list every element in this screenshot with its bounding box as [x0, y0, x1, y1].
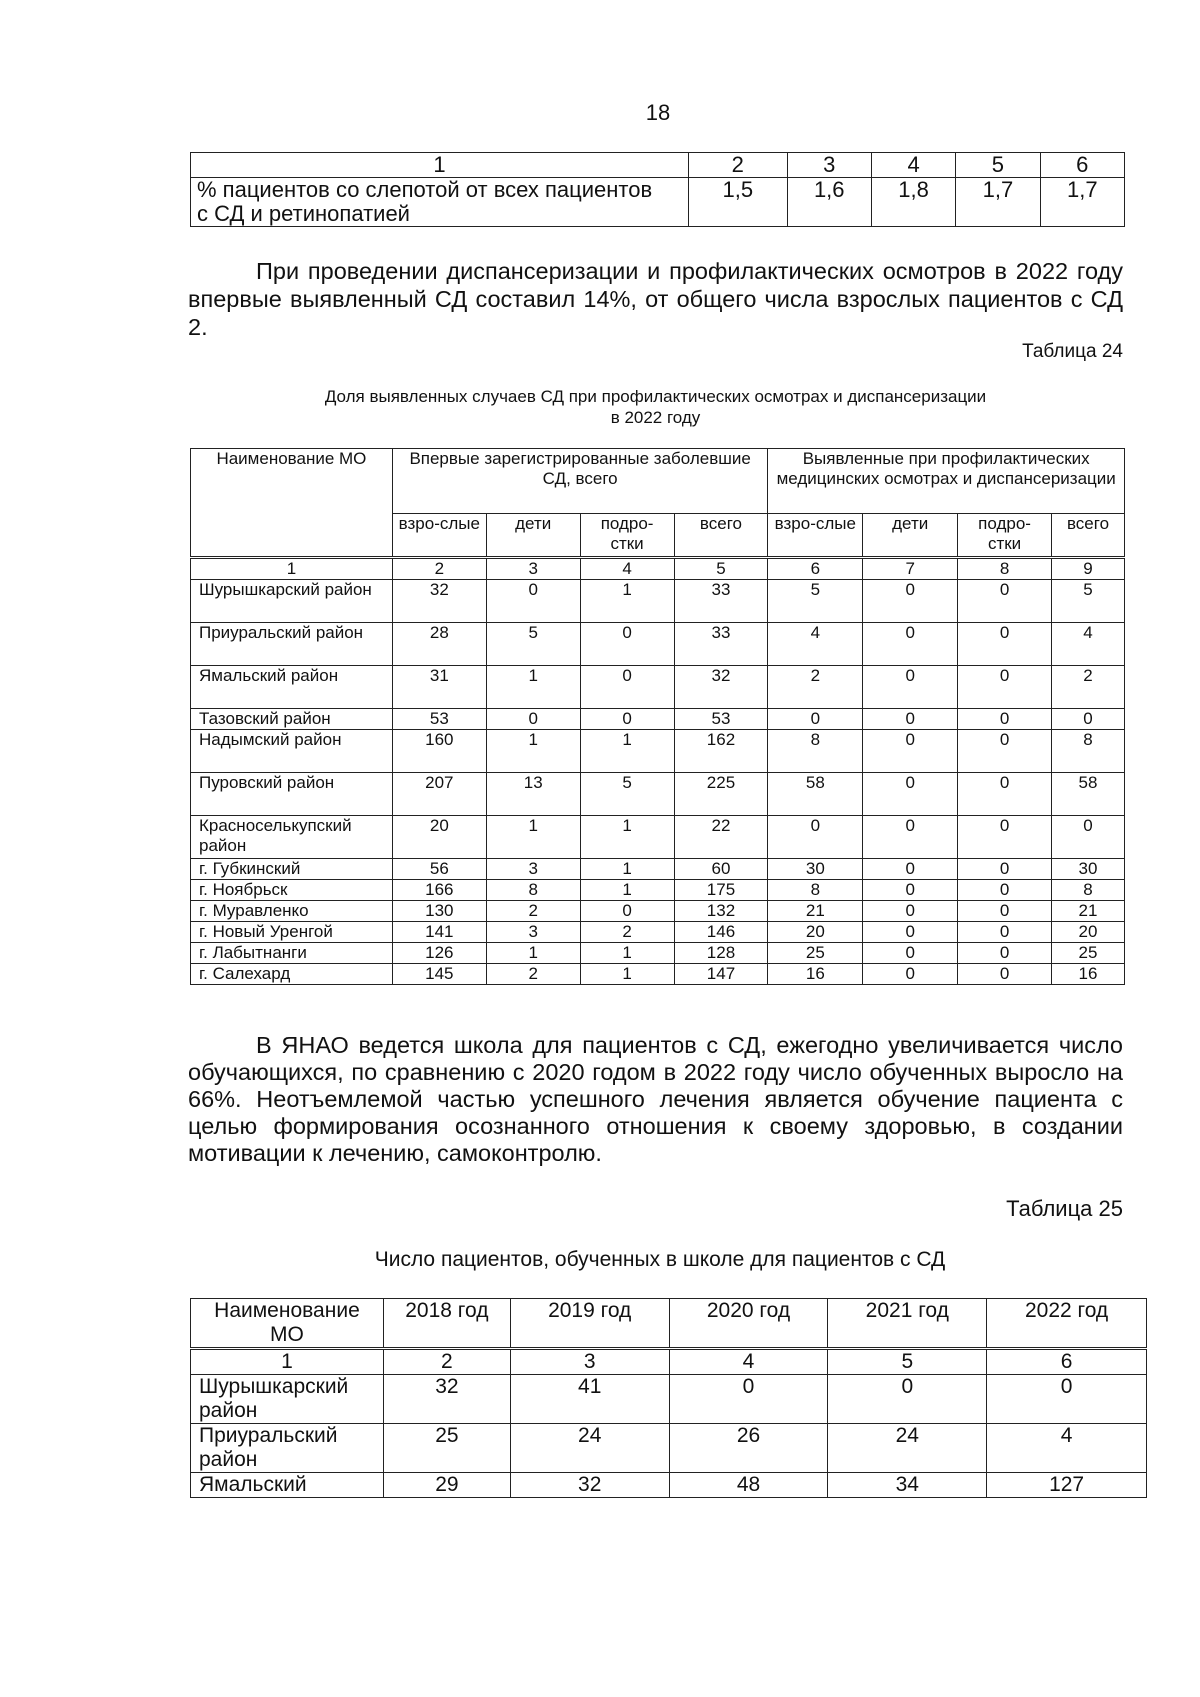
table-cell: 1,8	[871, 178, 955, 227]
table-cell: 1	[580, 580, 674, 623]
table-cell: 166	[392, 880, 486, 901]
table-cell: 1	[580, 730, 674, 773]
paragraph-screening: При проведении диспансеризации и профилактических осмотров в 2022 году впервые выявленный СД составил 14%, от общего числа взрослых пациентов с СД 2.	[188, 258, 1123, 340]
table24-caption: Таблица 24	[1022, 341, 1123, 362]
subheader-cell: подро-стки	[958, 514, 1052, 558]
table-cell: 0	[486, 709, 580, 730]
table-cell: 0	[580, 901, 674, 922]
table-cell: 58	[768, 773, 863, 816]
table-cell: 8	[1052, 880, 1125, 901]
table-cell: 225	[674, 773, 768, 816]
row-name: г. Ноябрьск	[191, 880, 393, 901]
table-header-row	[191, 153, 1125, 178]
table-row	[191, 580, 1125, 623]
table-cell: 0	[958, 901, 1052, 922]
table-cell: 0	[863, 666, 958, 709]
table-cell: 21	[1052, 901, 1125, 922]
subheader-cell: всего	[1052, 514, 1125, 558]
row-name: Красноселькупский район	[191, 816, 393, 859]
header-cell: 2020 год	[669, 1299, 828, 1349]
page-number: 18	[645, 100, 671, 125]
table-cell: 53	[392, 709, 486, 730]
table-cell: 146	[674, 922, 768, 943]
table-cell: 0	[863, 773, 958, 816]
table-cell: 1	[486, 730, 580, 773]
column-number: 9	[1052, 558, 1125, 580]
column-number: 3	[510, 1349, 669, 1375]
table24-title	[188, 386, 1123, 428]
table25-title: Число пациентов, обученных в школе для пациентов с СД	[374, 1248, 946, 1271]
table-cell: 60	[674, 859, 768, 880]
table-cell: 0	[863, 943, 958, 964]
header-cell: Наименование МО	[191, 1299, 384, 1349]
table-cell: 0	[958, 922, 1052, 943]
row-name: г. Новый Уренгой	[191, 922, 393, 943]
table-cell: 21	[768, 901, 863, 922]
table-cell: 32	[392, 580, 486, 623]
table-cell: 4	[987, 1424, 1147, 1473]
table-cell: 26	[669, 1424, 828, 1473]
header-cell: 2	[688, 153, 787, 178]
table-cell: 8	[768, 880, 863, 901]
table-cell: 0	[863, 709, 958, 730]
table-cell: 0	[580, 709, 674, 730]
table-cell: 0	[863, 580, 958, 623]
subheader-cell: дети	[486, 514, 580, 558]
table-cell: 24	[828, 1424, 987, 1473]
table-cell: 0	[1052, 709, 1125, 730]
table-cell: 0	[958, 623, 1052, 666]
table-cell: 1,6	[787, 178, 871, 227]
table-cell: 13	[486, 773, 580, 816]
table-row	[191, 178, 1125, 227]
row-name: г. Муравленко	[191, 901, 393, 922]
subheader-cell: взро-слые	[392, 514, 486, 558]
subheader-cell: дети	[863, 514, 958, 558]
table-row	[191, 901, 1125, 922]
subheader-cell: подро-стки	[580, 514, 674, 558]
table-cell: 22	[674, 816, 768, 859]
table-row	[191, 1375, 1147, 1424]
table-cell: 1	[486, 666, 580, 709]
table-cell: 2	[486, 901, 580, 922]
table-continuation	[190, 152, 1125, 227]
row-name: Пуровский район	[191, 773, 393, 816]
table-cell: 0	[863, 964, 958, 985]
table25-body	[191, 1375, 1147, 1498]
row-name: Шурышкарский район	[191, 1375, 384, 1424]
table-cell: 8	[486, 880, 580, 901]
table-cell: 32	[510, 1473, 669, 1498]
header-cell: 2019 год	[510, 1299, 669, 1349]
table-cell: 0	[486, 580, 580, 623]
table-cell: 1,7	[956, 178, 1040, 227]
table-cell: 33	[674, 580, 768, 623]
table-cell: 25	[383, 1424, 510, 1473]
table-cell: 1	[486, 943, 580, 964]
table-cell: 0	[958, 730, 1052, 773]
table-cell: 48	[669, 1473, 828, 1498]
table-cell: 162	[674, 730, 768, 773]
table-cell: 127	[987, 1473, 1147, 1498]
table-cell: 56	[392, 859, 486, 880]
table-cell: 53	[674, 709, 768, 730]
column-number: 8	[958, 558, 1052, 580]
row-label-line: с СД и ретинопатией	[197, 201, 410, 226]
table-cell: 0	[669, 1375, 828, 1424]
row-name: Приуральский район	[191, 1424, 384, 1473]
table-cell: 1	[580, 880, 674, 901]
row-label-line: % пациентов со слепотой от всех пациентов	[197, 177, 653, 202]
table-cell: 1	[486, 816, 580, 859]
column-number: 6	[987, 1349, 1147, 1375]
table-cell: 0	[958, 709, 1052, 730]
table-row	[191, 816, 1125, 859]
paragraph-school: В ЯНАО ведется школа для пациентов с СД, ежегодно увеличивается число обучающихся, по сравнению с 2020 годом в 2022 году число обученных выросло на 66%. Неотъемлемой частью успешного лечения является обучение пациента с целью формирования осознанного отношения к своему здоровью, в создании мотивации к лечению, самоконтролю.	[188, 1032, 1123, 1166]
table-cell: 0	[958, 859, 1052, 880]
table-row	[191, 1473, 1147, 1498]
table-cell: 32	[383, 1375, 510, 1424]
table-cell: 0	[958, 816, 1052, 859]
table-cell: 3	[486, 859, 580, 880]
table-row	[191, 730, 1125, 773]
subheader-cell: взро-слые	[768, 514, 863, 558]
table-cell: 0	[958, 964, 1052, 985]
table-cell: 2	[486, 964, 580, 985]
row-name: Тазовский район	[191, 709, 393, 730]
table-cell: 0	[863, 623, 958, 666]
table-row	[191, 709, 1125, 730]
table-cell: 0	[958, 773, 1052, 816]
row-name: г. Губкинский	[191, 859, 393, 880]
table-cell: 130	[392, 901, 486, 922]
table-cell: 16	[1052, 964, 1125, 985]
table-cell: 20	[392, 816, 486, 859]
table-cell: 0	[958, 943, 1052, 964]
column-number: 1	[191, 1349, 384, 1375]
table-cell: 0	[828, 1375, 987, 1424]
table-cell: 0	[958, 880, 1052, 901]
table-row	[191, 1424, 1147, 1473]
row-name: Приуральский район	[191, 623, 393, 666]
table25-number-row	[191, 1349, 1147, 1375]
table-cell: 0	[863, 901, 958, 922]
table-cell: 4	[1052, 623, 1125, 666]
table-cell: 5	[580, 773, 674, 816]
table-cell: 33	[674, 623, 768, 666]
table-cell: 3	[486, 922, 580, 943]
table-row	[191, 964, 1125, 985]
table24-number-row	[191, 558, 1125, 580]
table-cell: 2	[580, 922, 674, 943]
table-cell: 126	[392, 943, 486, 964]
table-cell: 32	[674, 666, 768, 709]
row-name: Ямальский	[191, 1473, 384, 1498]
table-cell: 0	[958, 666, 1052, 709]
table-cell: 207	[392, 773, 486, 816]
table-cell: 141	[392, 922, 486, 943]
header-name: Наименование МО	[191, 449, 393, 558]
table-cell: 0	[958, 580, 1052, 623]
table-cell: 0	[863, 922, 958, 943]
column-number: 2	[383, 1349, 510, 1375]
table-cell: 1,7	[1040, 178, 1124, 227]
column-number: 5	[828, 1349, 987, 1375]
table-cell: 24	[510, 1424, 669, 1473]
table25	[190, 1298, 1147, 1498]
table-cell: 1	[580, 816, 674, 859]
table-row	[191, 666, 1125, 709]
table-cell: 5	[1052, 580, 1125, 623]
table-cell: 0	[768, 709, 863, 730]
header-cell: 4	[871, 153, 955, 178]
header-cell: 2022 год	[987, 1299, 1147, 1349]
table-cell: 0	[1052, 816, 1125, 859]
table-row	[191, 880, 1125, 901]
table-cell: 0	[863, 730, 958, 773]
table24-body	[191, 580, 1125, 985]
table-cell: 30	[768, 859, 863, 880]
table-cell: 5	[486, 623, 580, 666]
header-cell: 5	[956, 153, 1040, 178]
table-cell: 0	[863, 816, 958, 859]
column-number: 6	[768, 558, 863, 580]
table-cell: 0	[580, 666, 674, 709]
column-number: 7	[863, 558, 958, 580]
table-cell: 132	[674, 901, 768, 922]
table-cell: 4	[768, 623, 863, 666]
table-cell: 30	[1052, 859, 1125, 880]
table-row	[191, 623, 1125, 666]
table-cell: 147	[674, 964, 768, 985]
table-cell: 1,5	[688, 178, 787, 227]
table-cell: 2	[1052, 666, 1125, 709]
table24-title-line: в 2022 году	[610, 408, 701, 427]
table-cell: 0	[987, 1375, 1147, 1424]
header-cell: 2018 год	[383, 1299, 510, 1349]
column-number: 2	[392, 558, 486, 580]
table-cell: 1	[580, 943, 674, 964]
table-cell: 20	[768, 922, 863, 943]
row-name: г. Лабытнанги	[191, 943, 393, 964]
table-row	[191, 922, 1125, 943]
header-cell: 6	[1040, 153, 1124, 178]
table-cell: 0	[768, 816, 863, 859]
table24-title-line: Доля выявленных случаев СД при профилактических осмотрах и диспансеризации	[324, 387, 987, 406]
table-cell: 2	[768, 666, 863, 709]
table-cell: 1	[580, 964, 674, 985]
table-cell: 58	[1052, 773, 1125, 816]
table-cell: 29	[383, 1473, 510, 1498]
table-row	[191, 859, 1125, 880]
column-number: 5	[674, 558, 768, 580]
table-cell: 145	[392, 964, 486, 985]
table-cell: 0	[863, 859, 958, 880]
table-cell: 25	[768, 943, 863, 964]
table-cell: 160	[392, 730, 486, 773]
table-cell: 0	[580, 623, 674, 666]
table24-header-row	[191, 449, 1125, 514]
table24	[190, 448, 1125, 985]
table-cell: 20	[1052, 922, 1125, 943]
row-label	[191, 178, 689, 227]
table-cell: 175	[674, 880, 768, 901]
table25-caption: Таблица 25	[1006, 1196, 1123, 1221]
header-cell: 1	[191, 153, 689, 178]
column-number: 4	[669, 1349, 828, 1375]
header-group-detected: Выявленные при профилактических медицинских осмотрах и диспансеризации	[768, 449, 1125, 514]
table-row	[191, 773, 1125, 816]
header-group-registered: Впервые зарегистрированные заболевшие СД, всего	[392, 449, 768, 514]
table-cell: 28	[392, 623, 486, 666]
header-cell: 2021 год	[828, 1299, 987, 1349]
table-cell: 31	[392, 666, 486, 709]
table-cell: 1	[580, 859, 674, 880]
table-row	[191, 943, 1125, 964]
table-cell: 8	[768, 730, 863, 773]
table-cell: 8	[1052, 730, 1125, 773]
table-cell: 25	[1052, 943, 1125, 964]
row-name: Надымский район	[191, 730, 393, 773]
table-cell: 0	[863, 880, 958, 901]
subheader-cell: всего	[674, 514, 768, 558]
table-cell: 34	[828, 1473, 987, 1498]
table-cell: 41	[510, 1375, 669, 1424]
row-name: Шурышкарский район	[191, 580, 393, 623]
table-cell: 128	[674, 943, 768, 964]
table-cell: 5	[768, 580, 863, 623]
row-name: Ямальский район	[191, 666, 393, 709]
column-number: 4	[580, 558, 674, 580]
header-cell: 3	[787, 153, 871, 178]
table25-header-row	[191, 1299, 1147, 1349]
column-number: 3	[486, 558, 580, 580]
column-number: 1	[191, 558, 393, 580]
row-name: г. Салехард	[191, 964, 393, 985]
table-cell: 16	[768, 964, 863, 985]
